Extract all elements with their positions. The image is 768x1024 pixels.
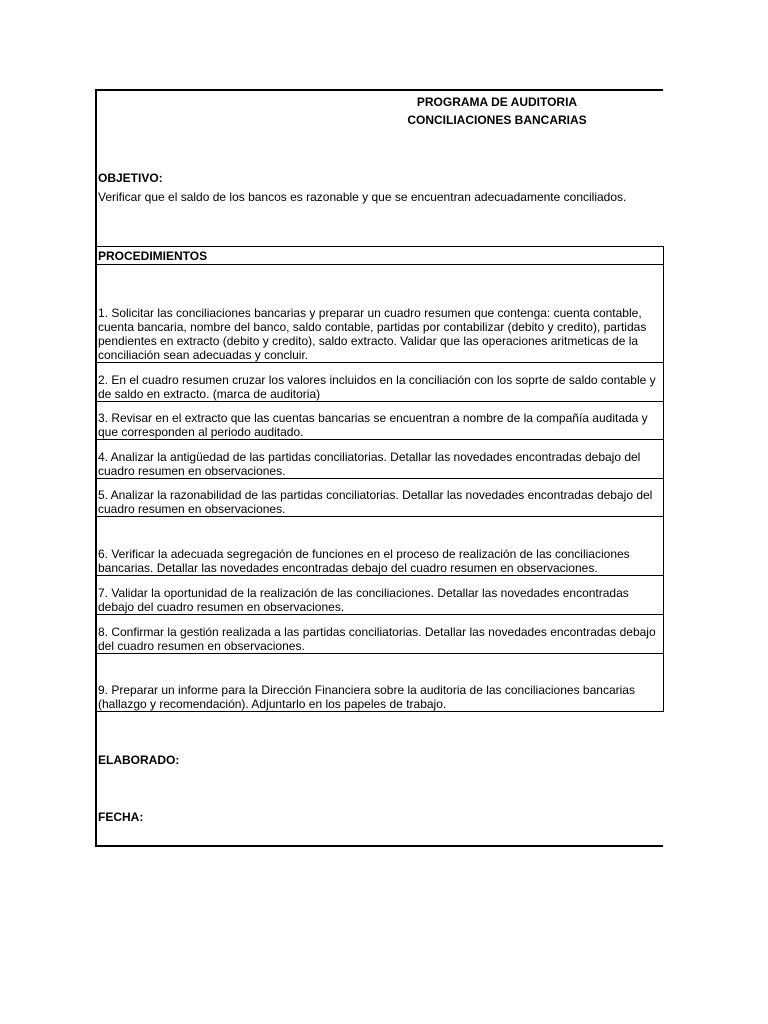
audit-program-sheet — [95, 89, 663, 847]
procedures-header-row — [96, 247, 664, 265]
procedure-row — [96, 265, 664, 363]
page-title: PROGRAMA DE AUDITORIA — [416, 95, 578, 109]
procedure-row — [96, 517, 664, 576]
procedure-item-2: 2. En el cuadro resumen cruzar los valores incluidos en la conciliación con los soprte de saldo contable y de saldo en extracto. (marca de auditoria) — [96, 363, 664, 402]
procedures-header: PROCEDIMIENTOS — [96, 247, 664, 265]
prepared-by-label: ELABORADO: — [98, 753, 180, 767]
procedure-item-3: 3. Revisar en el extracto que las cuentas bancarias se encuentran a nombre de la compañía auditada y que corresponden al periodo auditado. — [96, 402, 664, 440]
procedure-item-1: 1. Solicitar las conciliaciones bancarias y preparar un cuadro resumen que contenga: cuenta contable, cuenta bancaria, nombre del banco, saldo contable, partidas por contabilizar (debito y credito), partidas pendientes en extracto (debito y credito), saldo extracto. Validar que las operaciones aritmeticas de la conciliación sean adecuadas y concluir. — [96, 265, 664, 363]
procedure-item-9: 9. Preparar un informe para la Dirección Financiera sobre la auditoria de las conciliaciones bancarias (hallazgo y recomendación). Adjuntarlo en los papeles de trabajo. — [96, 654, 664, 712]
procedure-row — [96, 576, 664, 615]
procedure-row — [96, 363, 664, 402]
procedure-row — [96, 654, 664, 712]
procedure-item-5: 5. Analizar la razonabilidad de las partidas conciliatorias. Detallar las novedades encontradas debajo del cuadro resumen en observaciones. — [96, 479, 664, 517]
procedure-item-7: 7. Validar la oportunidad de la realización de las conciliaciones. Detallar las novedades encontradas debajo del cuadro resumen en observaciones. — [96, 576, 664, 615]
objective-text: Verificar que el saldo de los bancos es razonable y que se encuentran adecuadamente conciliados. — [98, 190, 627, 204]
date-label: FECHA: — [98, 810, 144, 824]
procedure-item-8: 8. Confirmar la gestión realizada a las partidas conciliatorias. Detallar las novedades encontradas debajo del cuadro resumen en observaciones. — [96, 615, 664, 654]
procedure-item-4: 4. Analizar la antigüedad de las partidas conciliatorias. Detallar las novedades encontradas debajo del cuadro resumen en observaciones. — [96, 440, 664, 479]
procedures-table — [96, 246, 664, 712]
page-subtitle: CONCILIACIONES BANCARIAS — [407, 113, 587, 127]
procedure-row — [96, 479, 664, 517]
procedure-row — [96, 615, 664, 654]
objective-label: OBJETIVO: — [98, 171, 163, 185]
procedure-row — [96, 440, 664, 479]
procedure-item-6: 6. Verificar la adecuada segregación de funciones en el proceso de realización de las conciliaciones bancarias. Detallar las novedades encontradas debajo del cuadro resumen en observaciones. — [96, 517, 664, 576]
procedure-row — [96, 402, 664, 440]
